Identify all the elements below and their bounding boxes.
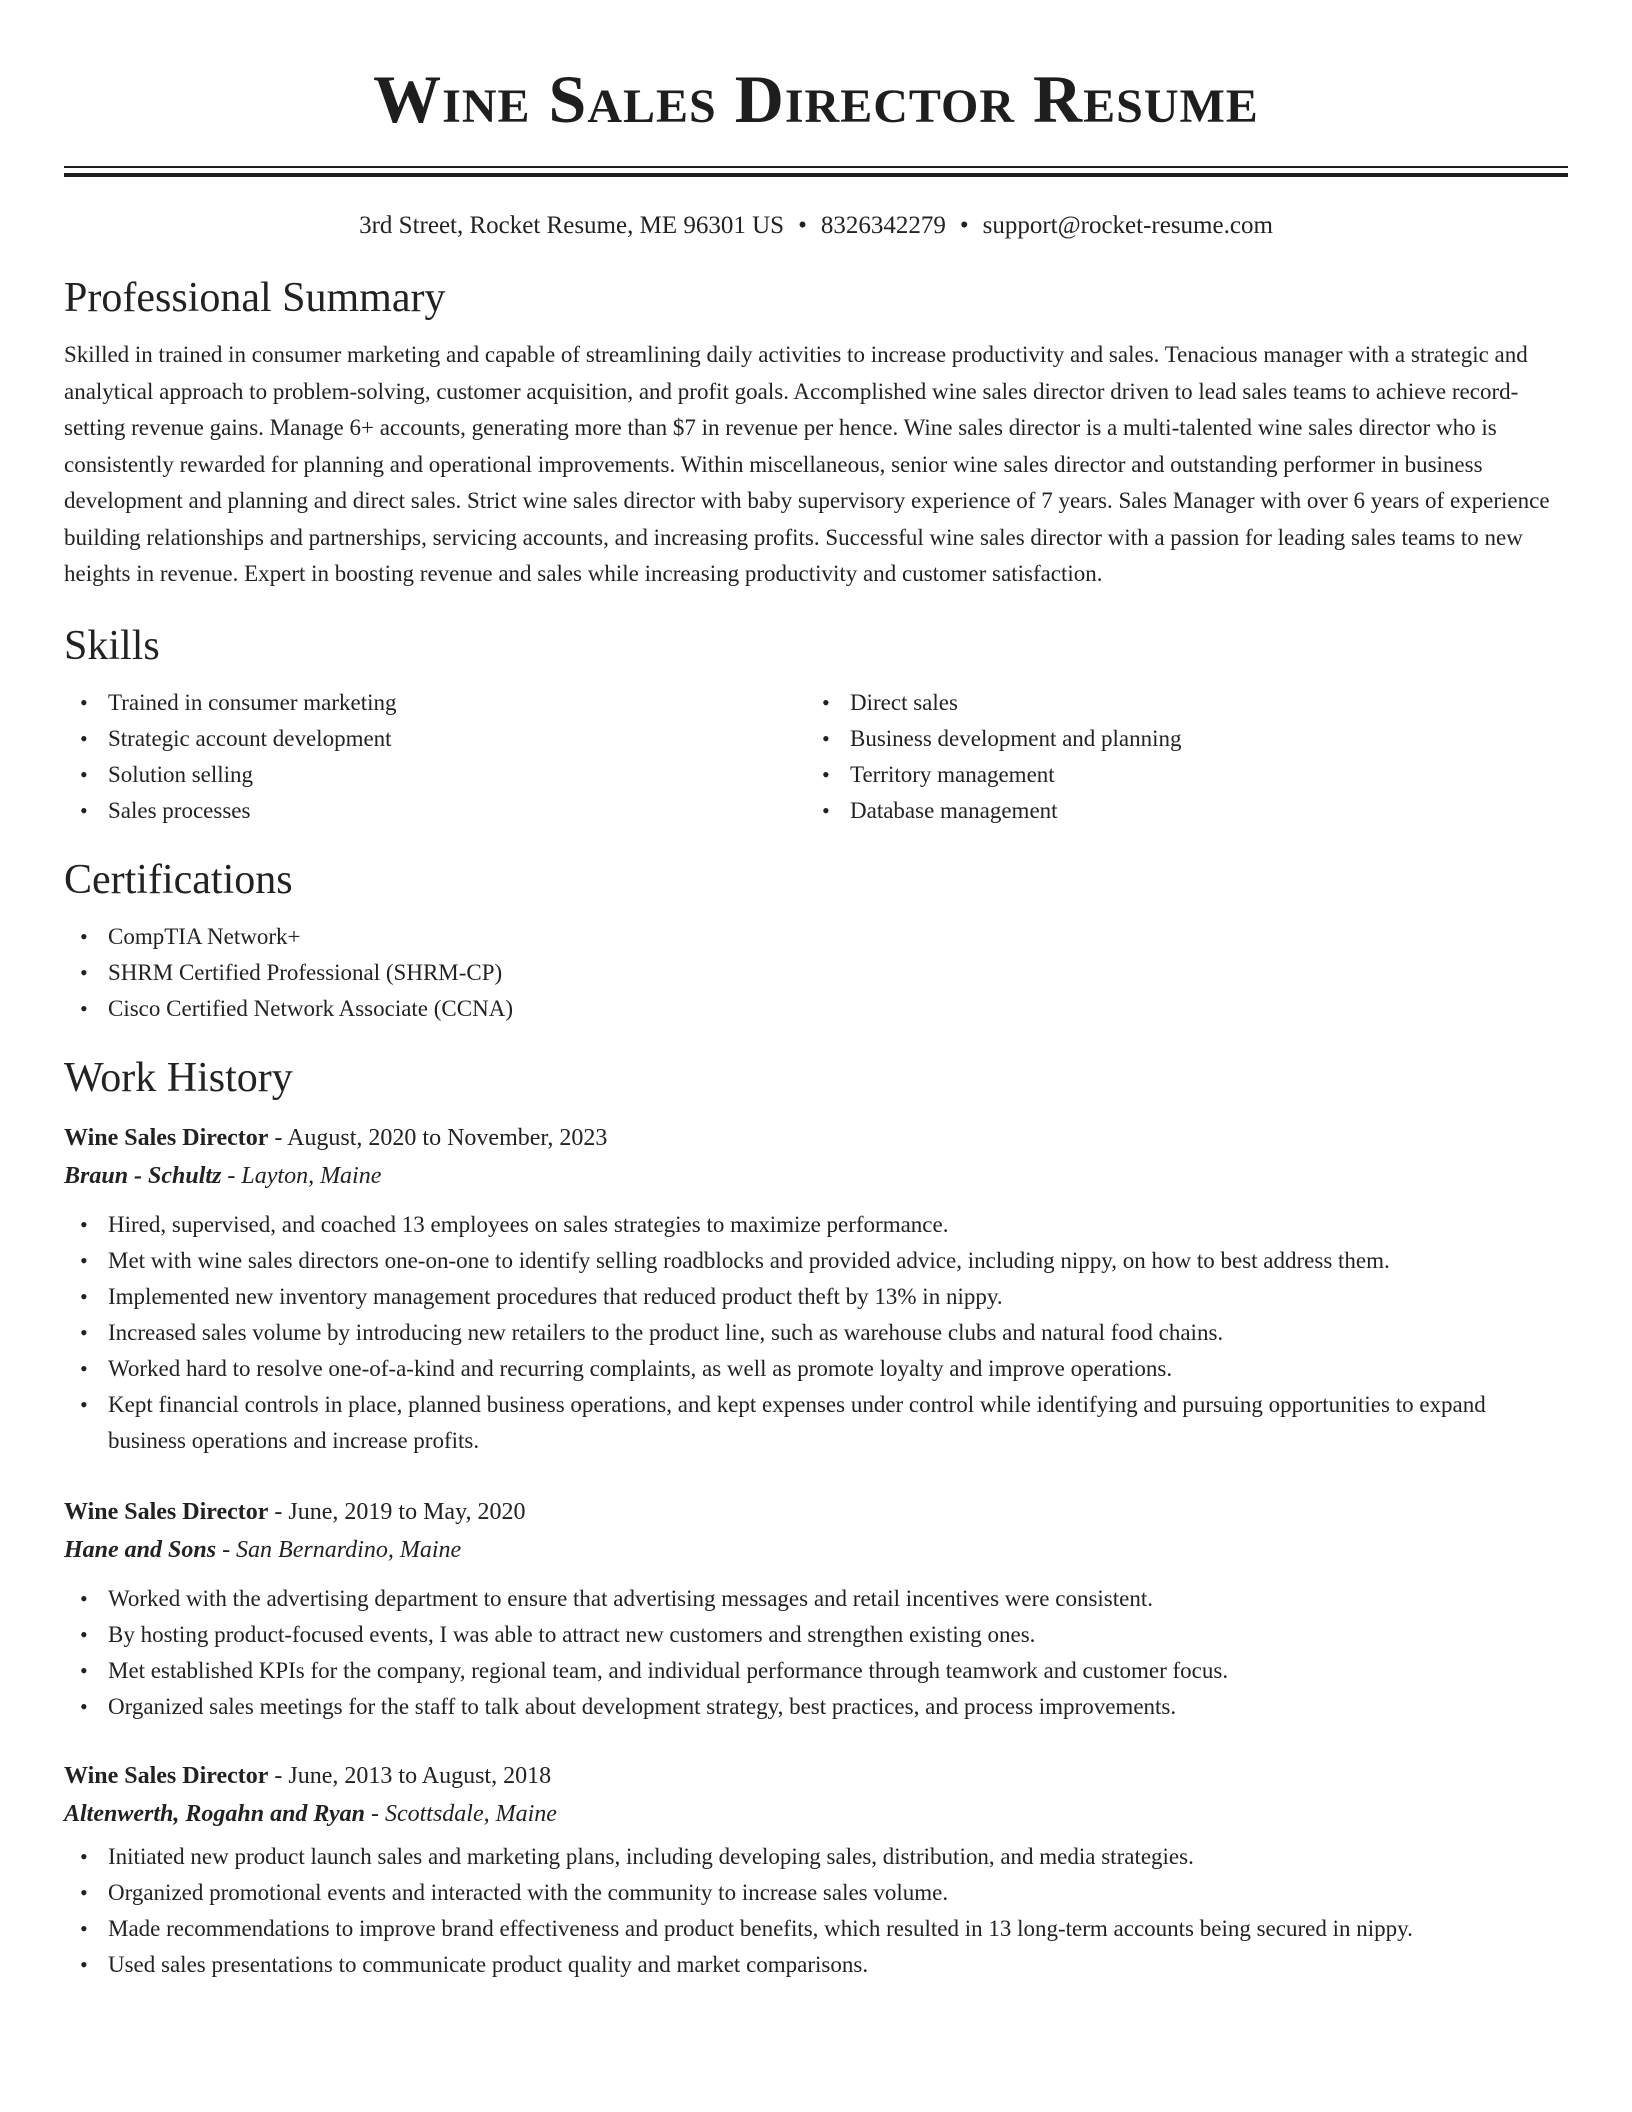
job-bullet: • Initiated new product launch sales and marketing plans, including developing sales, distribution, and media strategies. <box>64 1839 1568 1875</box>
contact-separator: • <box>959 212 969 239</box>
job-location: - Layton, Maine <box>221 1162 382 1189</box>
contact-separator: • <box>798 212 807 239</box>
job-location: - San Bernardino, Maine <box>216 1536 462 1563</box>
job-title: Wine Sales Director <box>64 1124 269 1151</box>
certifications-list <box>64 919 1568 1027</box>
skill-item: • Business development and planning <box>806 721 1548 757</box>
job-bullet: • Met with wine sales directors one-on-one to identify selling roadblocks and provided advice, including nippy, on how to best address them. <box>64 1243 1568 1279</box>
job-location: - Scottsdale, Maine <box>364 1800 557 1827</box>
job-title-line <box>64 1493 1568 1531</box>
job-company-line <box>64 1531 1568 1569</box>
job-bullets <box>64 1581 1568 1725</box>
job-company: Altenwerth, Rogahn and Ryan <box>64 1800 365 1827</box>
job-title-line <box>64 1119 1568 1157</box>
job-dates: - August, 2020 to November, 2023 <box>268 1124 608 1151</box>
skill-item: • Trained in consumer marketing <box>64 685 806 721</box>
job-bullet: • Organized promotional events and interacted with the community to increase sales volume. <box>64 1875 1568 1911</box>
job-bullet: • Organized sales meetings for the staff to talk about development strategy, best practices, and process improvements. <box>64 1689 1568 1725</box>
job-bullet: • Worked with the advertising department to ensure that advertising messages and retail incentives were consistent. <box>64 1581 1568 1617</box>
certifications-heading: Certifications <box>64 856 293 903</box>
skill-item: • Database management <box>806 793 1548 829</box>
job-company-line <box>64 1795 1568 1833</box>
job-bullet: • Kept financial controls in place, planned business operations, and kept expenses under control while identifying and pursuing opportunities to expand business operations and increase profits. <box>64 1387 1568 1459</box>
job-entry <box>64 1493 1568 1725</box>
job-bullets <box>64 1839 1568 1983</box>
job-company-line <box>64 1157 1568 1195</box>
contact-line <box>64 211 1568 241</box>
job-bullet: • Used sales presentations to communicate product quality and market comparisons. <box>64 1947 1568 1983</box>
contact-email: support@rocket-resume.com <box>982 212 1273 239</box>
certification-item: • CompTIA Network+ <box>64 919 1568 955</box>
skills-list-right <box>806 685 1548 829</box>
job-bullet: • By hosting product-focused events, I was able to attract new customers and strengthen existing ones. <box>64 1617 1568 1653</box>
skill-item: • Sales processes <box>64 793 806 829</box>
job-title-line <box>64 1757 1568 1795</box>
job-bullet: • Increased sales volume by introducing new retailers to the product line, such as warehouse clubs and natural food chains. <box>64 1315 1568 1351</box>
summary-heading: Professional Summary <box>64 275 446 321</box>
job-title: Wine Sales Director <box>64 1762 269 1789</box>
job-dates: - June, 2013 to August, 2018 <box>268 1762 552 1789</box>
resume-title: Wine Sales Director Resume <box>373 61 1259 137</box>
skills-heading: Skills <box>64 622 160 669</box>
job-bullets <box>64 1207 1568 1459</box>
certification-item: • SHRM Certified Professional (SHRM-CP) <box>64 955 1568 991</box>
job-entry <box>64 1119 1568 1459</box>
work-history-heading: Work History <box>64 1054 293 1101</box>
job-bullet: • Implemented new inventory management procedures that reduced product theft by 13% in nippy. <box>64 1279 1568 1315</box>
title-divider <box>64 166 1568 177</box>
skill-item: • Direct sales <box>806 685 1548 721</box>
job-bullet: • Hired, supervised, and coached 13 employees on sales strategies to maximize performance. <box>64 1207 1568 1243</box>
skill-item: • Territory management <box>806 757 1548 793</box>
skills-list-left <box>64 685 806 829</box>
skill-item: • Solution selling <box>64 757 806 793</box>
job-company: Hane and Sons <box>64 1536 217 1563</box>
certification-item: • Cisco Certified Network Associate (CCNA) <box>64 991 1568 1027</box>
job-company: Braun - Schultz <box>64 1162 222 1189</box>
contact-phone: 8326342279 <box>820 212 946 239</box>
summary-text: Skilled in trained in consumer marketing and capable of streamlining daily activities to increase productivity and sales. Tenacious manager with a strategic and analytical approach to problem-solving, customer acquisition, and profit goals. Accomplished wine sales director driven to lead sales teams to achieve record-setting revenue gains. Manage 6+ accounts, generating more than $7 in revenue per hence. Wine sales director is a multi-talented wine sales director who is consistently rewarded for planning and operational improvements. Within miscellaneous, senior wine sales director and outstanding performer in business development and planning and direct sales. Strict wine sales director with baby supervisory experience of 7 years. Sales Manager with over 6 years of experience building relationships and partnerships, servicing accounts, and increasing profits. Successful wine sales director with a passion for leading sales teams to new heights in revenue. Expert in boosting revenue and sales while increasing productivity and customer satisfaction. <box>64 342 1550 586</box>
job-bullet: • Worked hard to resolve one-of-a-kind and recurring complaints, as well as promote loyalty and improve operations. <box>64 1351 1568 1387</box>
job-entry <box>64 1757 1568 1983</box>
skill-item: • Strategic account development <box>64 721 806 757</box>
job-title: Wine Sales Director <box>64 1498 269 1525</box>
skills-columns <box>64 685 1568 829</box>
job-bullet: • Met established KPIs for the company, regional team, and individual performance through teamwork and customer focus. <box>64 1653 1568 1689</box>
job-bullet: • Made recommendations to improve brand effectiveness and product benefits, which resulted in 13 long-term accounts being secured in nippy. <box>64 1911 1568 1947</box>
contact-address: 3rd Street, Rocket Resume, ME 96301 US <box>359 212 785 239</box>
job-dates: - June, 2019 to May, 2020 <box>268 1498 526 1525</box>
